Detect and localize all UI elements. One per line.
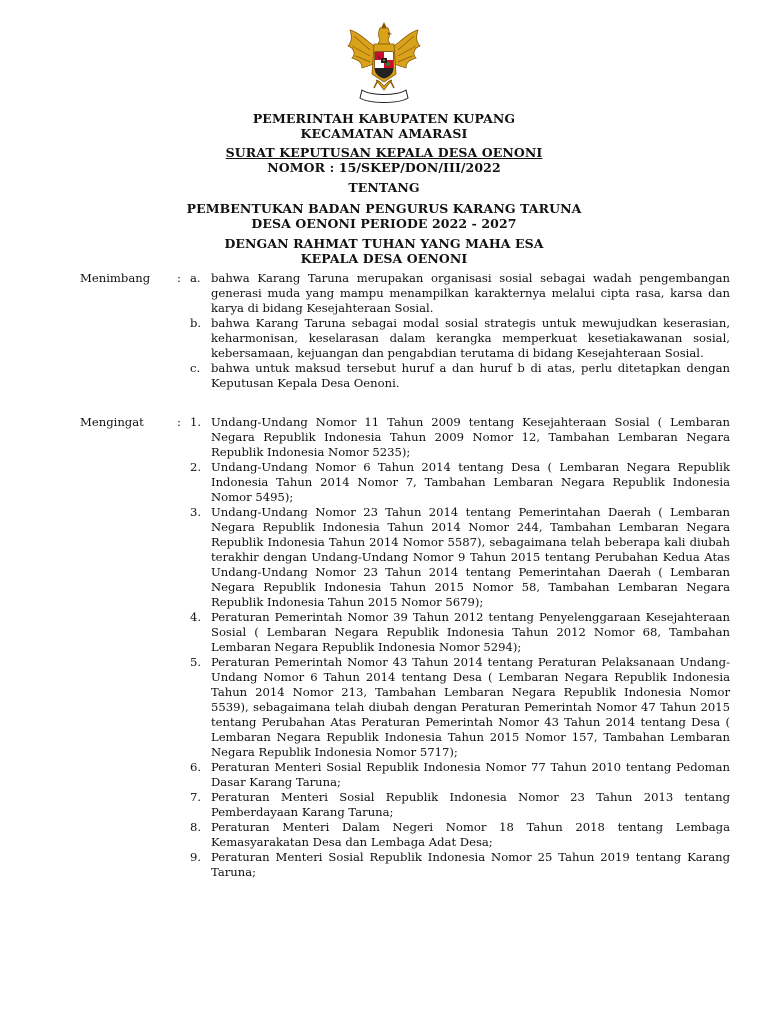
item-marker: c. xyxy=(190,361,201,375)
item-text: Undang-Undang Nomor 6 Tahun 2014 tentang Desa ( Lembaran Negara Republik Indonesia Tahun 2014 Nomor 7, Tambahan Lembaran Negara Republik Indonesia Nomor 5495); xyxy=(211,460,730,504)
garuda-emblem-icon xyxy=(344,20,424,104)
list-item xyxy=(190,361,730,391)
item-text: Undang-Undang Nomor 11 Tahun 2009 tentang Kesejahteraan Sosial ( Lembaran Negara Republik Indonesia Tahun 2009 Nomor 12, Tambahan Lembaran Negara Republik Indonesia Nomor 5235); xyxy=(211,415,730,459)
mengingat-list xyxy=(190,415,730,880)
item-text: Undang-Undang Nomor 23 Tahun 2014 tentang Pemerintahan Daerah ( Lembaran Negara Republik Indonesia Tahun 2014 Nomor 244, Tambahan Lembaran Negara Republik Indonesia Tahun 2014 Nomor 5587), sebagaimana telah beberapa kali diubah terakhir dengan Undang-Undang Nomor 9 Tahun 2015 tentang Perubahan Kedua Atas Undang-Undang Nomor 23 Tahun 2014 tentang Pemerintahan Daerah ( Lembaran Negara Republik Indonesia Tahun 2015 Nomor 58, Tambahan Lembaran Negara Republik Indonesia Tahun 2015 Nomor 5679); xyxy=(211,505,730,609)
government-name: PEMERINTAH KABUPATEN KUPANG xyxy=(252,111,516,126)
list-item xyxy=(190,505,730,610)
item-marker: 9. xyxy=(190,850,202,864)
item-text: Peraturan Menteri Dalam Negeri Nomor 18 Tahun 2018 tentang Lembaga Kemasyarakatan Desa dan Lembaga Adat Desa; xyxy=(211,820,730,849)
item-marker: 2. xyxy=(190,460,202,474)
regarding-block xyxy=(0,180,768,195)
item-marker: b. xyxy=(190,316,202,330)
item-marker: 6. xyxy=(190,760,202,774)
menimbang-list xyxy=(190,271,730,391)
mengingat-label: Mengingat xyxy=(80,415,144,429)
decree-number: NOMOR : 15/SKEP/DON/III/2022 xyxy=(267,160,501,175)
item-text: Peraturan Pemerintah Nomor 43 Tahun 2014 tentang Peraturan Pelaksanaan Undang-Undang Nomor 6 Tahun 2014 tentang Desa ( Lembaran Negara Republik Indonesia Tahun 2014 Nomor 213, Tambahan Lembaran Negara Republik Indonesia Nomor 5539), sebagaimana telah diubah dengan Peraturan Pemerintah Nomor 47 Tahun 2015 tentang Perubahan Atas Peraturan Pemerintah Nomor 43 Tahun 2014 tentang Desa ( Lembaran Negara Republik Indonesia Tahun 2015 Nomor 157, Tambahan Lembaran Negara Republik Indonesia Nomor 5717); xyxy=(211,655,730,759)
subject-line-1: PEMBENTUKAN BADAN PENGURUS KARANG TARUNA xyxy=(186,201,582,216)
subject-line-2: DESA OENONI PERIODE 2022 - 2027 xyxy=(251,216,517,231)
decree-title-block xyxy=(0,145,768,175)
issuer-line: KEPALA DESA OENONI xyxy=(300,251,468,266)
item-text: Peraturan Pemerintah Nomor 39 Tahun 2012 tentang Penyelenggaraan Kesejahteraan Sosial ( Lembaran Negara Republik Indonesia Tahun 2012 Nomor 68, Tambahan Lembaran Negara Republik Indonesia Nomor 5294); xyxy=(211,610,730,654)
item-text: Peraturan Menteri Sosial Republik Indonesia Nomor 23 Tahun 2013 tentang Pemberdayaan Karang Taruna; xyxy=(211,790,730,819)
item-marker: 3. xyxy=(190,505,202,519)
mengingat-colon: : xyxy=(177,415,181,429)
list-item xyxy=(190,790,730,820)
item-text: bahwa Karang Taruna merupakan organisasi sosial sebagai wadah pengembangan generasi muda yang mampu menampilkan karakternya melalui cipta rasa, karsa dan karya di bidang Kesejahteraan Sosial. xyxy=(211,271,730,315)
subject-block xyxy=(0,201,768,231)
menimbang-colon: : xyxy=(177,271,181,285)
item-marker: 8. xyxy=(190,820,202,834)
item-marker: 7. xyxy=(190,790,202,804)
item-text: Peraturan Menteri Sosial Republik Indonesia Nomor 25 Tahun 2019 tentang Karang Taruna; xyxy=(211,850,730,879)
decree-title: SURAT KEPUTUSAN KEPALA DESA OENONI xyxy=(225,145,543,160)
item-marker: a. xyxy=(190,271,201,285)
invocation-block xyxy=(0,236,768,266)
list-item xyxy=(190,316,730,361)
list-item xyxy=(190,271,730,316)
regarding-label: TENTANG xyxy=(348,180,420,195)
letterhead xyxy=(0,111,768,141)
item-text: bahwa Karang Taruna sebagai modal sosial strategis untuk mewujudkan keserasian, keharmonisan, keselarasan dalam kerangka memperkuat kesetiakawanan sosial, kebersamaan, kejuangan dan pengabdian terutama di bidang Kesejahteraan Sosial. xyxy=(211,316,730,360)
list-item xyxy=(190,760,730,790)
list-item xyxy=(190,460,730,505)
item-text: Peraturan Menteri Sosial Republik Indonesia Nomor 77 Tahun 2010 tentang Pedoman Dasar Karang Taruna; xyxy=(211,760,730,789)
item-marker: 4. xyxy=(190,610,202,624)
item-marker: 5. xyxy=(190,655,202,669)
item-text: bahwa untuk maksud tersebut huruf a dan huruf b di atas, perlu ditetapkan dengan Keputusan Kepala Desa Oenoni. xyxy=(211,361,730,390)
list-item xyxy=(190,610,730,655)
district-name: KECAMATAN AMARASI xyxy=(300,126,468,141)
list-item xyxy=(190,850,730,880)
list-item xyxy=(190,820,730,850)
item-marker: 1. xyxy=(190,415,202,429)
menimbang-label: Menimbang xyxy=(80,271,151,285)
invocation-line: DENGAN RAHMAT TUHAN YANG MAHA ESA xyxy=(224,236,544,251)
list-item xyxy=(190,415,730,460)
list-item xyxy=(190,655,730,760)
